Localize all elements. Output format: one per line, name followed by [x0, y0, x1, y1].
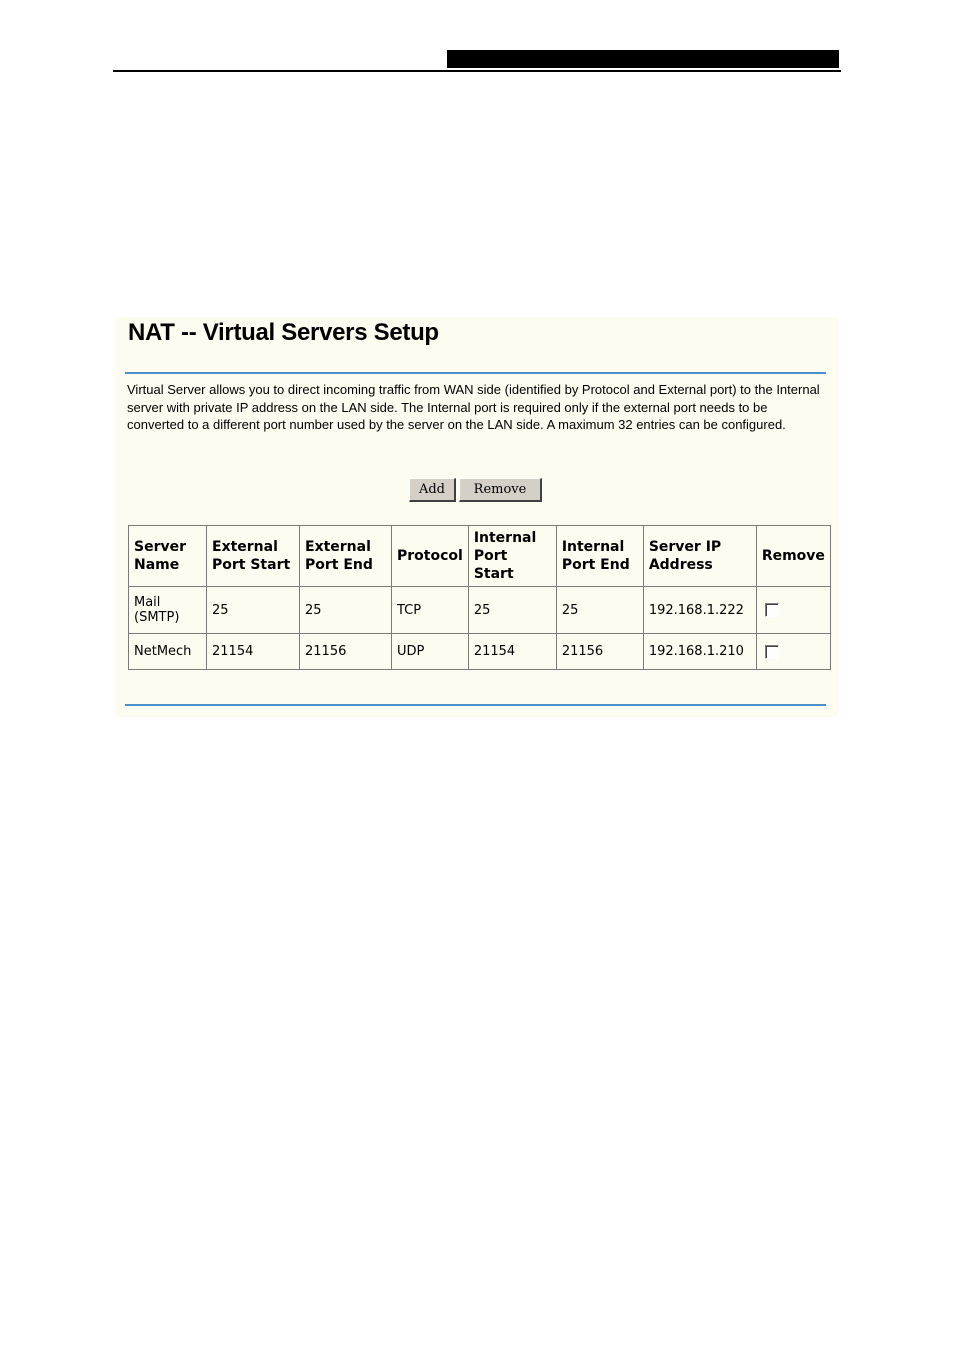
- cell-external-port-end: 25: [300, 587, 392, 634]
- add-button[interactable]: Add: [409, 478, 456, 502]
- cell-server-ip: 192.168.1.210: [643, 634, 756, 670]
- cell-external-port-start: 25: [207, 587, 300, 634]
- document-header-rule: [113, 70, 841, 72]
- cell-internal-port-end: 25: [556, 587, 643, 634]
- cell-protocol: UDP: [392, 634, 469, 670]
- bottom-divider: [125, 704, 826, 706]
- col-external-port-start: External Port Start: [207, 526, 300, 587]
- col-protocol: Protocol: [392, 526, 469, 587]
- page-description: Virtual Server allows you to direct incoming traffic from WAN side (identified by Protocol and External port) to the Internal server with private IP address on the LAN side. The Internal port is required only if the external port needs to be converted to a different port number used by the server on the LAN side. A maximum 32 entries can be configured.: [127, 382, 820, 432]
- table-row: [129, 587, 831, 634]
- col-server-ip: Server IP Address: [643, 526, 756, 587]
- remove-button[interactable]: Remove: [459, 478, 542, 502]
- cell-remove: [756, 587, 830, 634]
- col-remove: Remove: [756, 526, 830, 587]
- cell-server-ip: 192.168.1.222: [643, 587, 756, 634]
- cell-internal-port-start: 21154: [468, 634, 556, 670]
- cell-internal-port-end: 21156: [556, 634, 643, 670]
- table-header-row: [129, 526, 831, 587]
- cell-remove: [756, 634, 830, 670]
- col-server-name: Server Name: [129, 526, 207, 587]
- col-external-port-end: External Port End: [300, 526, 392, 587]
- title-divider: [125, 372, 826, 374]
- cell-protocol: TCP: [392, 587, 469, 634]
- virtual-servers-panel: [115, 317, 838, 717]
- col-internal-port-start: Internal Port Start: [468, 526, 556, 587]
- cell-internal-port-start: 25: [468, 587, 556, 634]
- cell-external-port-start: 21154: [207, 634, 300, 670]
- cell-server-name: NetMech: [129, 634, 207, 670]
- virtual-servers-table: [128, 525, 831, 670]
- remove-checkbox[interactable]: [765, 645, 779, 659]
- cell-server-name: Mail (SMTP): [129, 587, 207, 634]
- table-row: [129, 634, 831, 670]
- document-header-bar: [447, 50, 839, 68]
- remove-checkbox[interactable]: [765, 603, 779, 617]
- page-title: NAT -- Virtual Servers Setup: [128, 319, 439, 346]
- col-internal-port-end: Internal Port End: [556, 526, 643, 587]
- cell-external-port-end: 21156: [300, 634, 392, 670]
